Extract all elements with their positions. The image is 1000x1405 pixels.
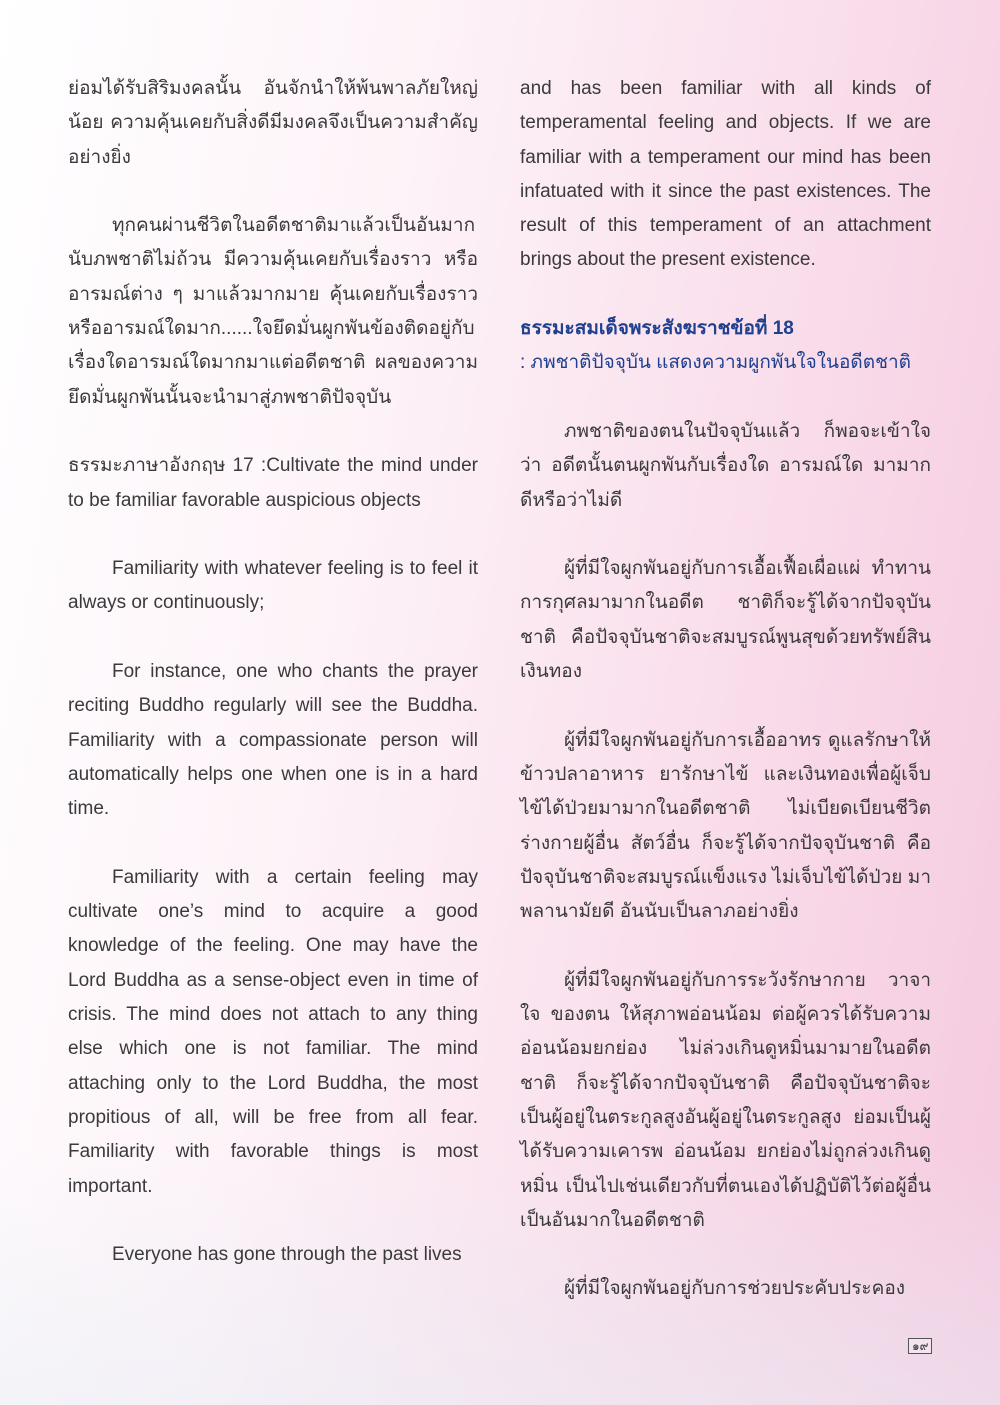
paragraph: ผู้ที่มีใจผูกพันอยู่กับการเอื้ออาทร ดูแลรักษาให้ข้าวปลาอาหาร ยารักษาไข้ และเงินทองเพื่อผู้เจ็บไข้ได้ป่วยมามากในอดีตชาติ ไม่เบียดเบียนชีวิตร่างกายผู้อื่น สัตว์อื่น ก็จะรู้ได้จากปัจจุบันชาติ คือ ปัจจุบันชาติจะสมบูรณ์แข็งแรง ไม่เจ็บไข้ได้ป่วย มาพลานามัยดี อันนับเป็นลาภอย่างยิ่ง: [520, 729, 931, 923]
section-heading: [520, 312, 931, 381]
paragraph: ผู้ที่มีใจผูกพันอยู่กับการเอื้อเฟื้อเผื่อแผ่ ทำทานการกุศลมามากในอดีต ชาติก็จะรู้ได้จากปัจจุบันชาติ คือปัจจุบันชาติจะสมบูรณ์พูนสุขด้วยทรัพย์สินเงินทอง: [520, 558, 931, 683]
paragraph: ผู้ที่มีใจผูกพันอยู่กับการระวังรักษากาย วาจาใจ ของตน ให้สุภาพอ่อนน้อม ต่อผู้ควรได้รับความอ่อนน้อมยกย่อง ไม่ล่วงเกินดูหมิ่นมามายในอดีตชาติ ก็จะรู้ได้จากปัจจุบันชาติ คือปัจจุบันชาติจะเป็นผู้อยู่ในตระกูลสูงอันผู้อยู่ในตระกูลสูง ย่อมเป็นผู้ได้รับความเคารพ อ่อนน้อม ยกย่องไม่ถูกล่วงเกินดูหมิ่น เป็นไปเช่นเดียวกับที่ตนเองได้ปฏิบัติไว้ต่อผู้อื่นเป็นอันมากในอดีตชาติ: [520, 969, 931, 1231]
paragraph: and has been familiar with all kinds of temperamental feeling and objects. If we are familiar with a temperament our mind has been infatuated with it since the past existences. The result of this temperament of an attachment brings about the present existence.: [520, 78, 931, 271]
paragraph: For instance, one who chants the prayer reciting Buddho regularly will see the Buddha. Familiarity with a compassionate person will automatically helps one when one is in a hard time.: [68, 661, 478, 820]
page-number: ๑๙: [908, 1338, 932, 1354]
section-heading-title: ธรรมะสมเด็จพระสังฆราชข้อที่ 18: [520, 318, 794, 340]
paragraph: ย่อมได้รับสิริมงคลนั้น อันจักนำให้พ้นพาลภัยใหญ่น้อย ความคุ้นเคยกับสิ่งดีมีมงคลจึงเป็นความสำคัญอย่างยิ่ง: [68, 78, 478, 168]
section-heading-subtitle: : ภพชาติปัจจุบัน แสดงความผูกพันใจในอดีตชาติ: [520, 352, 912, 374]
paragraph: Familiarity with a certain feeling may cultivate one’s mind to acquire a good knowledge of the feeling. One may have the Lord Buddha as a sense-object even in time of crisis. The mind does not attach to any thing else which one is not familiar. The mind attaching only to the Lord Buddha, the most propitious of all, will be free from all fear. Familiarity with favorable things is most important.: [68, 866, 478, 1197]
left-column: [68, 72, 478, 1307]
paragraph: ธรรมะภาษาอังกฤษ 17 :Cultivate the mind under to be familiar favorable auspicious objects: [68, 455, 478, 511]
right-column: [520, 72, 931, 1341]
paragraph: Familiarity with whatever feeling is to feel it always or continuously;: [68, 558, 478, 614]
paragraph: ทุกคนผ่านชีวิตในอดีตชาติมาแล้วเป็นอันมาก นับภพชาติไม่ถ้วน มีความคุ้นเคยกับเรื่องราว หรืออารมณ์ต่าง ๆ มาแล้วมากมาย คุ้นเคยกับเรื่องราวหรืออารมณ์ใดมาก......ใจยึดมั่นผูกพันข้องติดอยู่กับ เรื่องใดอารมณ์ใดมากมาแต่อดีตชาติ ผลของความยึดมั่นผูกพันนั้นจะนำมาสู่ภพชาติปัจจุบัน: [68, 215, 478, 408]
paragraph: ภพชาติของตนในปัจจุบันแล้ว ก็พอจะเข้าใจว่า อดีตนั้นตนผูกพันกับเรื่องใด อารมณ์ใด มามาก ดีหรือว่าไม่ดี: [520, 420, 931, 511]
paragraph: ผู้ที่มีใจผูกพันอยู่กับการช่วยประคับประคอง: [564, 1278, 906, 1300]
paragraph: Everyone has gone through the past lives: [112, 1244, 462, 1266]
